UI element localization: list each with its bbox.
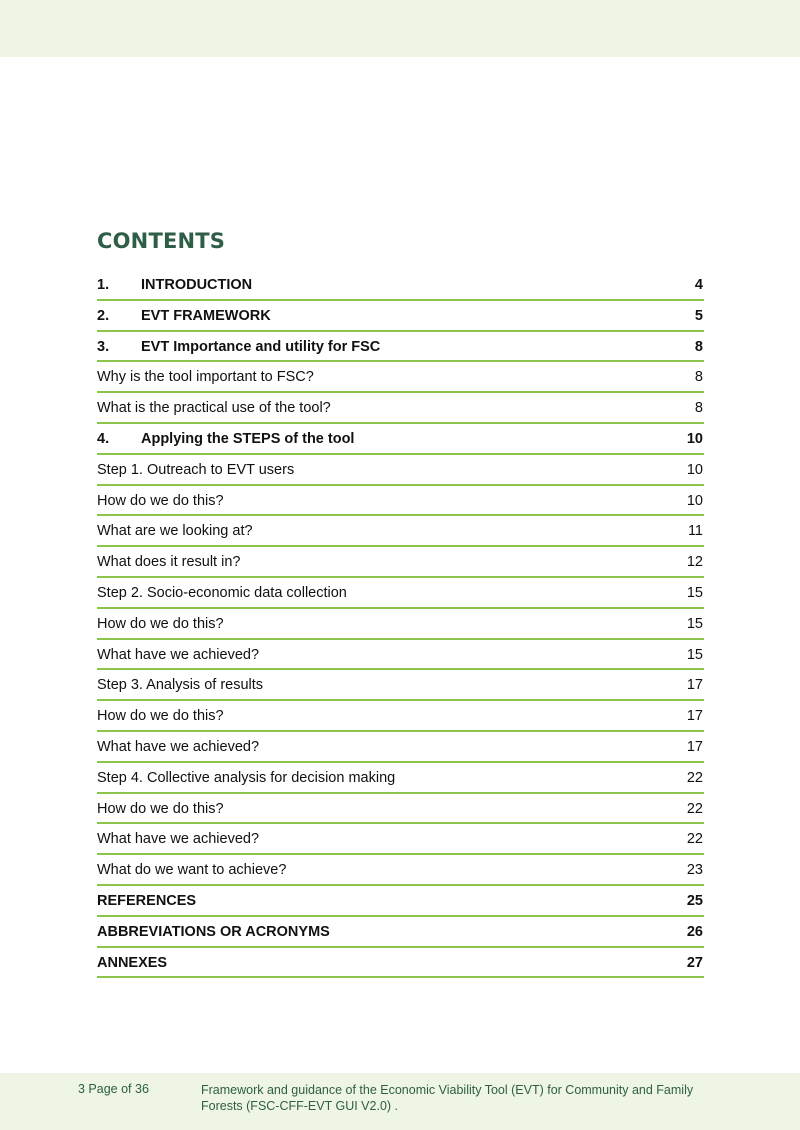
toc-entry-page-number: 27 — [686, 954, 703, 971]
toc-entry-number: 1. — [97, 277, 110, 293]
toc-entry[interactable] — [97, 301, 704, 332]
toc-entry-page-number: 11 — [687, 523, 703, 540]
toc-entry-page-number: 10 — [686, 461, 703, 478]
toc-entry-page-number: 17 — [686, 708, 703, 725]
toc-entry-page-number: 10 — [686, 492, 703, 509]
toc-entry-label: Step 4. Collective analysis for decision making — [97, 769, 396, 786]
toc-entry-page-number: 5 — [694, 307, 703, 324]
toc-entry-page-number: 17 — [686, 738, 703, 755]
header-band — [0, 0, 800, 57]
toc-entry-page-number: 15 — [686, 584, 703, 601]
toc-entry-label: INTRODUCTION — [141, 277, 253, 293]
toc-entry-label: What does it result in? — [97, 554, 241, 571]
toc-entry-page-number: 4 — [694, 277, 703, 293]
toc-entry-label: What do we want to achieve? — [97, 862, 287, 879]
toc-entry-label: What have we achieved? — [97, 831, 260, 848]
toc-entry-page-number: 25 — [686, 892, 703, 909]
toc-entry[interactable] — [97, 393, 704, 424]
toc-entry-label: Step 2. Socio-economic data collection — [97, 584, 347, 601]
toc-entry[interactable] — [97, 794, 704, 825]
toc-entry-label: How do we do this? — [97, 492, 224, 509]
toc-entry-page-number: 15 — [686, 646, 703, 663]
toc-entry[interactable] — [97, 886, 704, 917]
toc-entry-label: Step 3. Analysis of results — [97, 677, 264, 694]
toc-entry-label: Step 1. Outreach to EVT users — [97, 461, 295, 478]
toc-entry-page-number: 8 — [694, 338, 703, 355]
toc-entry[interactable] — [97, 640, 704, 671]
toc-entry-page-number: 12 — [686, 554, 703, 571]
table-of-contents — [97, 270, 704, 978]
toc-entry-label: EVT Importance and utility for FSC — [141, 338, 381, 355]
toc-entry-page-number: 26 — [686, 923, 703, 940]
toc-entry[interactable] — [97, 547, 704, 578]
footer-page-number: 3 Page of 36 — [78, 1082, 149, 1096]
toc-entry-page-number: 8 — [694, 369, 703, 386]
toc-entry[interactable] — [97, 486, 704, 517]
toc-entry-page-number: 10 — [686, 430, 703, 447]
footer-document-title: Framework and guidance of the Economic Viability Tool (EVT) for Community and Family Forests (FSC-CFF-EVT GUI V2.0) . — [201, 1083, 694, 1113]
toc-entry-label: REFERENCES — [97, 892, 197, 909]
toc-entry-page-number: 8 — [694, 400, 703, 417]
toc-entry-label: How do we do this? — [97, 708, 224, 725]
toc-entry-number: 2. — [97, 307, 110, 324]
toc-entry-page-number: 22 — [686, 800, 703, 817]
toc-entry[interactable] — [97, 670, 704, 701]
toc-entry[interactable] — [97, 824, 704, 855]
toc-entry[interactable] — [97, 917, 704, 948]
toc-entry[interactable] — [97, 362, 704, 393]
toc-entry-page-number: 23 — [686, 862, 703, 879]
toc-entry-label: Applying the STEPS of the tool — [141, 430, 355, 447]
toc-entry[interactable] — [97, 270, 704, 301]
toc-entry-label: What is the practical use of the tool? — [97, 400, 331, 417]
toc-entry-page-number: 17 — [686, 677, 703, 694]
toc-entry[interactable] — [97, 455, 704, 486]
toc-entry-label: ABBREVIATIONS OR ACRONYMS — [97, 923, 330, 940]
toc-entry-page-number: 15 — [686, 615, 703, 632]
toc-entry-label: What are we looking at? — [97, 523, 253, 540]
toc-entry-label: Why is the tool important to FSC? — [97, 369, 314, 386]
toc-entry-page-number: 22 — [686, 831, 703, 848]
toc-entry-label: What have we achieved? — [97, 646, 260, 663]
toc-entry[interactable] — [97, 609, 704, 640]
toc-entry[interactable] — [97, 424, 704, 455]
toc-entry[interactable] — [97, 948, 704, 979]
toc-entry-label: How do we do this? — [97, 800, 224, 817]
toc-entry[interactable] — [97, 763, 704, 794]
toc-entry-number: 4. — [97, 430, 110, 447]
toc-entry[interactable] — [97, 732, 704, 763]
toc-entry[interactable] — [97, 578, 704, 609]
toc-entry[interactable] — [97, 516, 704, 547]
footer — [0, 1073, 800, 1130]
toc-entry-number: 3. — [97, 338, 110, 355]
toc-entry-label: How do we do this? — [97, 615, 224, 632]
toc-entry[interactable] — [97, 332, 704, 363]
toc-entry-page-number: 22 — [686, 769, 703, 786]
toc-entry[interactable] — [97, 701, 704, 732]
toc-entry-label: ANNEXES — [97, 954, 168, 971]
toc-entry[interactable] — [97, 855, 704, 886]
toc-entry-label: What have we achieved? — [97, 738, 260, 755]
page-title: CONTENTS — [97, 229, 226, 253]
toc-entry-label: EVT FRAMEWORK — [141, 307, 271, 324]
